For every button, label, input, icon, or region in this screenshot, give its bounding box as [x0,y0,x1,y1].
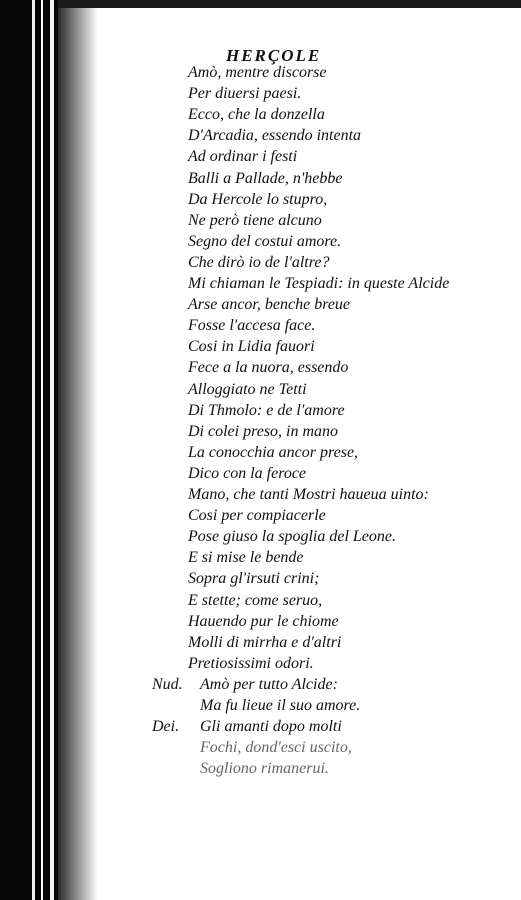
verse-line [0,146,521,167]
verse-text: Ma fu lieue il suo amore. [200,697,361,714]
verse-line [0,189,521,210]
verse-text: Hauendo pur le chiome [188,612,339,630]
verse-text: Fece a la nuora, essendo [188,359,349,377]
verse-text: Gli amanti dopo molti [200,718,342,736]
verse-text: Cosi in Lidia fauori [188,338,315,356]
verse-text: Mi chiaman le Tespiadi: in queste Alcide [188,275,450,292]
verse-text: Ecco, che la donzella [188,106,325,124]
verse-text: Amò, mentre discorse [188,64,327,81]
verse-line [0,611,521,632]
verse-line [0,83,521,104]
verse-text: Sogliono rimanerui. [200,760,329,778]
verse-line [0,674,521,695]
verse-line [0,463,521,484]
verse-text: Ad ordinar i festi [188,148,298,166]
speaker-label: Nud. [152,675,183,693]
verse-text: Arse ancor, benche breue [188,296,351,314]
verse-line [0,357,521,378]
verse-line [0,231,521,252]
verse-line [0,104,521,125]
verse-text: Segno del costui amore. [188,232,342,250]
running-header: HERÇOLE [226,46,322,65]
verse-line [0,294,521,315]
verse-line [0,526,521,547]
verse-line [0,590,521,611]
verse-text: Fochi, dond'esci uscito, [200,739,352,757]
verse-line [0,210,521,231]
verse-text: Da Hercole lo stupro, [188,190,328,208]
speaker-label: Dei. [152,718,180,736]
verse-text: E si mise le bende [188,549,304,567]
verse-line [0,421,521,442]
verse-line [0,273,521,294]
verse-line [0,695,521,716]
verse-line [0,568,521,589]
verse-line [0,125,521,146]
verse-line [0,758,521,779]
verse-line [0,737,521,758]
verse-line [0,379,521,400]
verse-text: Dico con la feroce [188,464,307,482]
top-edge-shadow [58,0,521,8]
verse-line [0,336,521,357]
verse-text: Balli a Pallade, n'hebbe [188,169,343,187]
verse-line [0,315,521,336]
verse-line [0,62,521,83]
verse-line [0,484,521,505]
verse-text: E stette; come seruo, [188,591,323,609]
verse-line [0,632,521,653]
verse-text: Pose giuso la spoglia del Leone. [188,528,396,546]
verse-line [0,252,521,273]
verse-line [0,653,521,674]
verse-text: Mano, che tanti Mostri haueua uinto: [188,486,429,503]
verse-text: Per diuersi paesi. [188,85,302,103]
verse-text: Molli di mirrha e d'altri [188,633,342,651]
verse-text: Di colei preso, in mano [188,422,339,440]
verse-text: Di Thmolo: e de l'amore [188,401,345,419]
verse-text: Sopra gl'irsuti crini; [188,570,320,588]
verse-text: Pretiosissimi odori. [188,654,314,672]
verse-text: Fosse l'accesa face. [188,317,316,335]
verse-text: La conocchia ancor prese, [188,443,359,461]
verse-text: Ne però tiene alcuno [188,211,322,229]
verse-line [0,442,521,463]
verse-text: Alloggiato ne Tetti [188,380,307,398]
verse-line [0,547,521,568]
verse-text: Che dirò io de l'altre? [188,253,330,271]
verse-text: Cosi per compiacerle [188,507,326,525]
verse-line [0,505,521,526]
verse-line [0,168,521,189]
verse-text: Amò per tutto Alcide: [200,675,338,693]
verse-line [0,400,521,421]
verse-line [0,716,521,737]
verse-text: D'Arcadia, essendo intenta [188,127,362,145]
